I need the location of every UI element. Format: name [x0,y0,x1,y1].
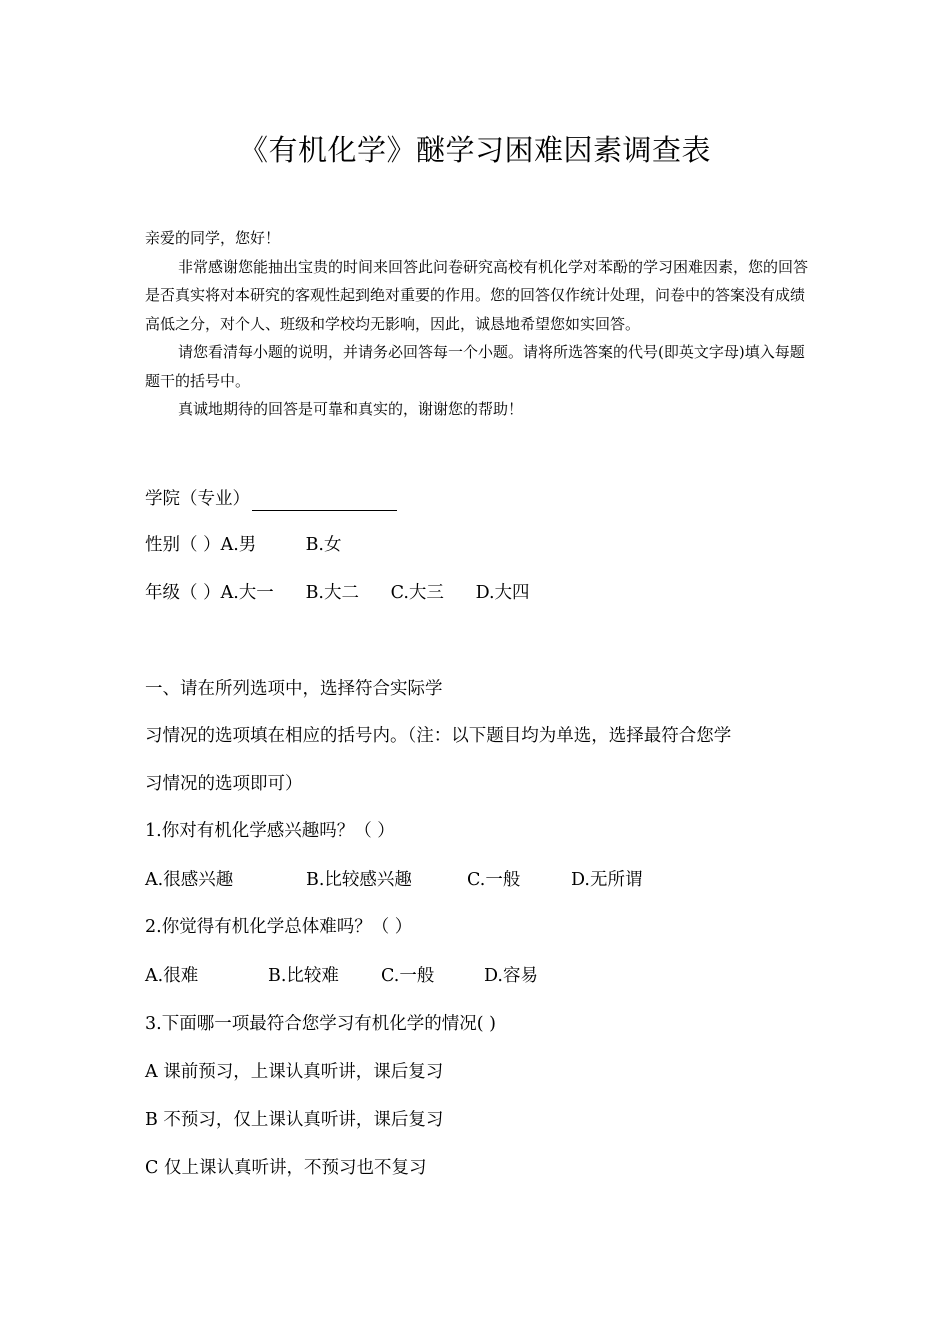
document-title: 《有机化学》醚学习困难因素调查表 [238,133,711,167]
grade-option-b: B.大二 [305,583,359,603]
question-2-options [145,962,538,990]
question-1-options [145,866,642,894]
q2-option-d: D.容易 [484,966,538,986]
q1-option-c: C.一般 [467,870,521,890]
gender-row [145,531,342,559]
q3-option-b: B 不预习，仅上课认真听讲，课后复习 [145,1110,444,1130]
college-blank[interactable] [252,490,397,511]
section1-heading-line2: 习情况的选项填在相应的括号内。（注：以下题目均为单选，选择最符合您学 [145,726,732,746]
intro-paragraph-3: 真诚地期待的回答是可靠和真实的，谢谢您的帮助！ [178,400,524,418]
grade-option-a: A.大一 [220,583,274,603]
q2-option-b: B.比较难 [268,966,339,986]
question-3: 3.下面哪一项最符合您学习有机化学的情况( ) [145,1014,496,1034]
q1-option-d: D.无所谓 [571,870,643,890]
q2-option-a: A.很难 [145,966,199,986]
intro-paragraph-2: 请您看清每小题的说明，并请务必回答每一个小题。请将所选答案的代号(即英文字母)填入每题题干的括号中。 [145,343,805,390]
grade-label: 年级（ ） [145,583,221,603]
q3-option-a: A 课前预习，上课认真听讲，课后复习 [145,1062,444,1082]
q3-option-c: C 仅上课认真听讲，不预习也不复习 [145,1158,427,1178]
grade-row [145,579,530,607]
intro-paragraph-1: 非常感谢您能抽出宝贵的时间来回答此问卷研究高校有机化学对苯酚的学习困难因素，您的回答是否真实将对本研究的客观性起到绝对重要的作用。您的回答仅作统计处理，问卷中的答案没有成绩高低之分，对个人、班级和学校均无影响，因此，诚恳地希望您如实回答。 [145,257,809,333]
gender-option-b: B.女 [305,535,342,555]
q1-option-b: B.比较感兴趣 [306,870,412,890]
section1-heading-line3: 习情况的选项即可） [145,774,303,794]
q2-option-c: C.一般 [381,966,435,986]
grade-option-d: D.大四 [475,583,530,603]
gender-label: 性别（ ） [145,535,221,555]
question-2: 2.你觉得有机化学总体难吗？（ ） [145,917,413,937]
greeting: 亲爱的同学，您好！ [145,229,281,247]
intro-block [145,224,815,424]
college-row [145,485,397,513]
question-1: 1.你对有机化学感兴趣吗？（ ） [145,821,395,841]
section1-heading-line1: 一、请在所列选项中，选择符合实际学 [145,679,443,699]
gender-option-a: A.男 [220,535,257,555]
q1-option-a: A.很感兴趣 [145,870,234,890]
grade-option-c: C.大三 [390,583,444,603]
college-label: 学院（专业） [145,489,250,509]
